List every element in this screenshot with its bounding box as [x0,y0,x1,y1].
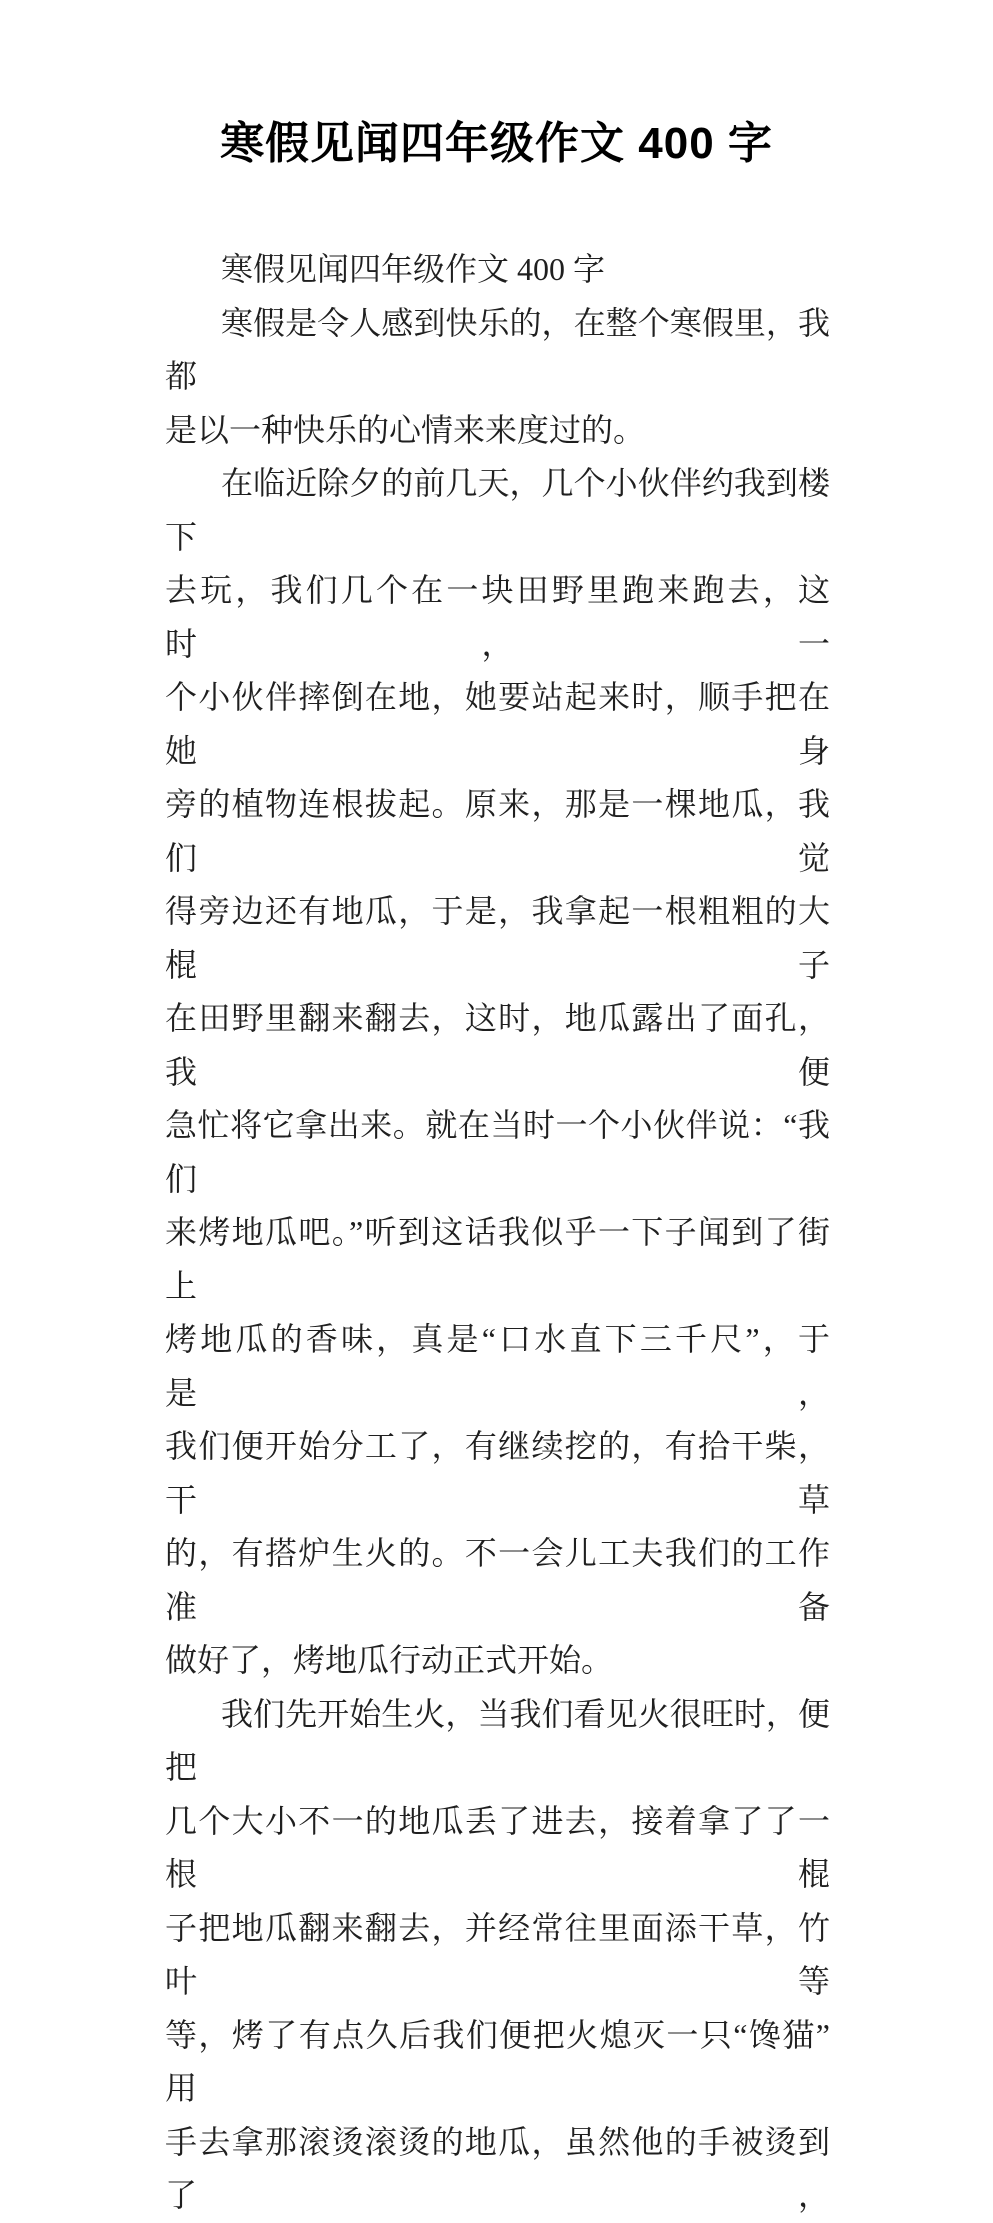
text-line: 在田野里翻来翻去，这时，地瓜露出了面孔，我便 [165,1000,830,1090]
text-line: 是以一种快乐的心情来来度过的。 [165,411,646,448]
text-line: 去玩，我们几个在一块田野里跑来跑去，这时，一 [165,572,830,662]
text-line: 寒假是令人感到快乐的，在整个寒假里，我都 [165,304,830,394]
text-line: 做好了，烤地瓜行动正式开始。 [165,1642,614,1678]
document-body [165,243,830,2223]
text-line: 等，烤了有点久后我们便把火熄灭一只“馋猫”用 [165,2016,830,2106]
text-line: 得旁边还有地瓜，于是，我拿起一根粗粗的大棍子 [165,893,830,983]
text-line: 旁的植物连根拔起。原来，那是一棵地瓜，我们觉 [165,786,830,876]
text-line: 来烤地瓜吧。”听到这话我似乎一下子闻到了街上 [165,1214,830,1304]
text-line: 烤地瓜的香味，真是“口水直下三千尺”，于是， [165,1321,830,1411]
text-line: 子把地瓜翻来翻去，并经常往里面添干草，竹叶等 [165,1909,830,1999]
text-line: 个小伙伴摔倒在地，她要站起来时，顺手把在她身 [165,679,830,769]
text-line: 我们先开始生火，当我们看见火很旺时，便把 [165,1695,830,1785]
text-line: 急忙将它拿出来。就在当时一个小伙伴说：“我们 [165,1107,830,1197]
text-line: 寒假见闻四年级作文 400 字 [221,251,606,287]
document-title: 寒假见闻四年级作文 400 字 [220,119,773,168]
text-line: 几个大小不一的地瓜丢了进去，接着拿了了一根棍 [165,1802,830,1892]
text-line: 手去拿那滚烫滚烫的地瓜，虽然他的手被烫到了， [165,2123,830,2213]
text-line: 的，有搭炉生火的。不一会儿工夫我们的工作准备 [165,1535,830,1625]
text-line: 我们便开始分工了，有继续挖的，有拾干柴，干草 [165,1428,830,1518]
text-line: 在临近除夕的前几天，几个小伙伴约我到楼下 [165,465,830,555]
